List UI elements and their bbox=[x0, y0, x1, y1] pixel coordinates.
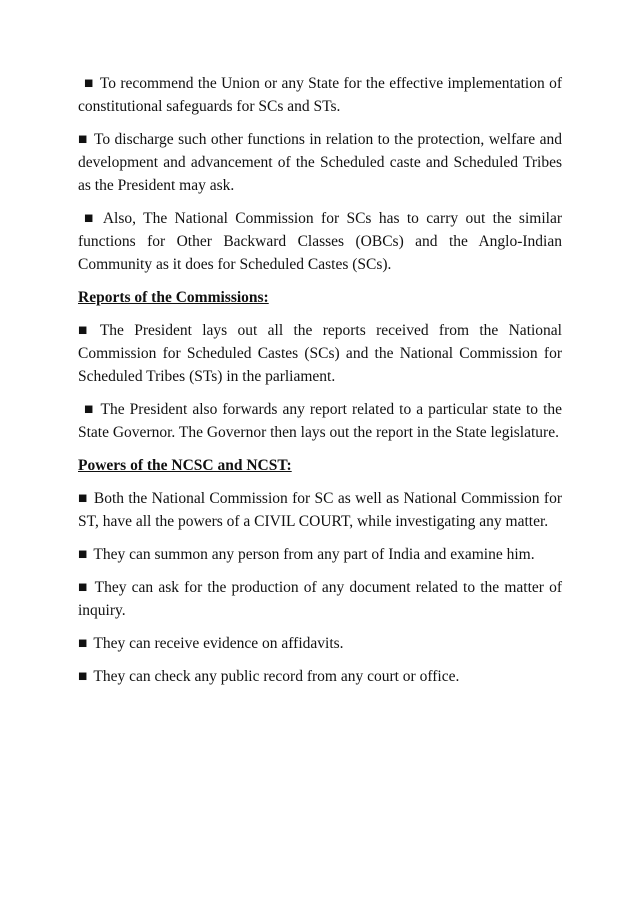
paragraph-text: To recommend the Union or any State for the effective implementation of constitutional safeguards for SCs and STs. bbox=[78, 75, 562, 115]
document-page bbox=[78, 72, 562, 698]
paragraph-text: They can check any public record from any court or office. bbox=[93, 668, 460, 685]
square-bullet-icon: ■ bbox=[78, 579, 89, 596]
square-bullet-icon: ■ bbox=[78, 490, 88, 507]
paragraph-text: They can ask for the production of any document related to the matter of inquiry. bbox=[78, 579, 562, 619]
paragraph-text: They can summon any person from any part of India and examine him. bbox=[93, 546, 535, 563]
square-bullet-icon: ■ bbox=[78, 668, 88, 685]
bullet-paragraph bbox=[78, 487, 562, 533]
square-bullet-icon: ■ bbox=[84, 75, 94, 92]
bullet-paragraph bbox=[78, 128, 562, 197]
square-bullet-icon: ■ bbox=[84, 401, 95, 418]
square-bullet-icon: ■ bbox=[78, 635, 88, 652]
paragraph-text: The President also forwards any report related to a particular state to the State Governor. The Governor then lays out the report in the State legislature. bbox=[78, 401, 562, 441]
bullet-paragraph bbox=[78, 665, 562, 688]
paragraph-text: Also, The National Commission for SCs has to carry out the similar functions for Other Backward Classes (OBCs) and the Anglo-Indian Community as it does for Scheduled Castes (SCs). bbox=[78, 210, 562, 273]
paragraph-text: They can receive evidence on affidavits. bbox=[93, 635, 344, 652]
bullet-paragraph bbox=[78, 543, 562, 566]
paragraph-text: The President lays out all the reports received from the National Commission for Scheduled Castes (SCs) and the National Commission for Scheduled Tribes (STs) in the parliament. bbox=[78, 322, 562, 385]
paragraph-text: Both the National Commission for SC as well as National Commission for ST, have all the powers of a CIVIL COURT, while investigating any matter. bbox=[78, 490, 562, 530]
bullet-paragraph bbox=[78, 398, 562, 444]
bullet-paragraph bbox=[78, 632, 562, 655]
square-bullet-icon: ■ bbox=[78, 546, 88, 563]
section-heading: Powers of the NCSC and NCST: bbox=[78, 457, 292, 474]
bullet-paragraph bbox=[78, 72, 562, 118]
square-bullet-icon: ■ bbox=[78, 131, 88, 148]
section-heading: Reports of the Commissions: bbox=[78, 289, 269, 306]
square-bullet-icon: ■ bbox=[78, 322, 94, 339]
square-bullet-icon: ■ bbox=[84, 210, 97, 227]
paragraph-text: To discharge such other functions in relation to the protection, welfare and development and advancement of the Scheduled caste and Scheduled Tribes as the President may ask. bbox=[78, 131, 562, 194]
bullet-paragraph bbox=[78, 207, 562, 276]
bullet-paragraph bbox=[78, 576, 562, 622]
bullet-paragraph bbox=[78, 319, 562, 388]
